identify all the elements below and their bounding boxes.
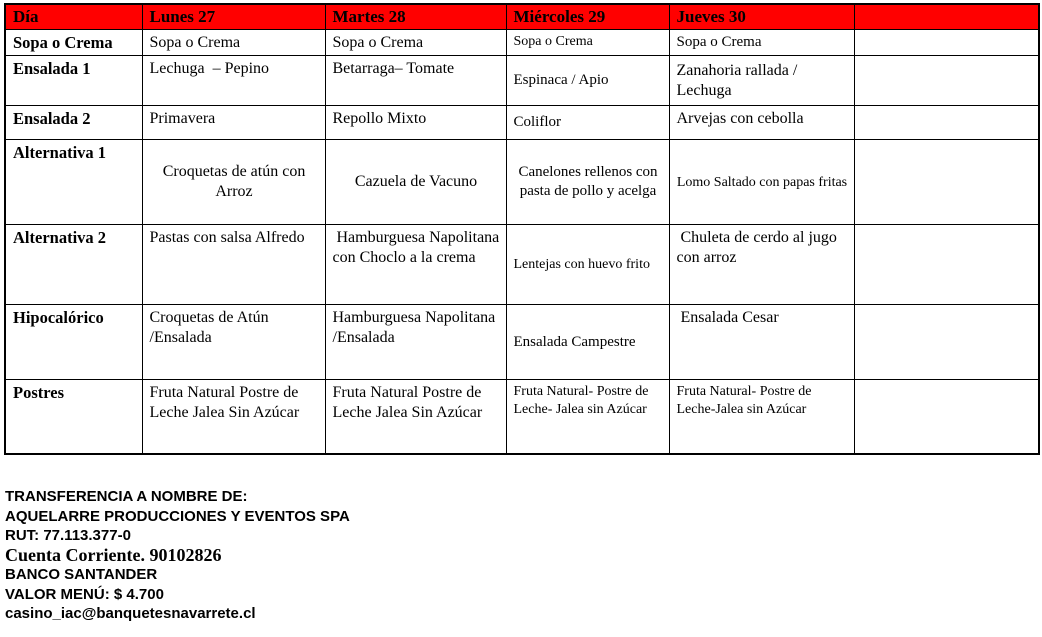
bank-name: BANCO SANTANDER: [5, 566, 158, 583]
menu-cell: Chuleta de cerdo al jugo con arroz: [669, 224, 854, 304]
table-row-alternative2: [5, 224, 1039, 304]
menu-cell: Fruta Natural- Postre de Leche- Jalea sin Azúcar: [506, 379, 669, 454]
header-row: [5, 4, 1039, 29]
menu-cell: Canelones rellenos con pasta de pollo y acelga: [506, 139, 669, 224]
menu-cell: Croquetas de atún con Arroz: [142, 139, 325, 224]
weekly-menu-table: [4, 3, 1040, 455]
menu-cell: Primavera: [142, 105, 325, 139]
menu-cell: Pastas con salsa Alfredo: [142, 224, 325, 304]
menu-cell: Lechuga – Pepino: [142, 55, 325, 105]
table-row-salad2: [5, 105, 1039, 139]
menu-cell: Fruta Natural Postre de Leche Jalea Sin Azúcar: [325, 379, 506, 454]
menu-cell: Croquetas de Atún /Ensalada: [142, 304, 325, 379]
empty-header: [854, 4, 1039, 29]
menu-cell: Cazuela de Vacuno: [325, 139, 506, 224]
day-column-header: Día: [5, 4, 142, 29]
menu-cell: Hamburguesa Napolitana /Ensalada: [325, 304, 506, 379]
row-label: Hipocalórico: [5, 304, 142, 379]
menu-cell-empty: [854, 139, 1039, 224]
transfer-heading: TRANSFERENCIA A NOMBRE DE:: [5, 488, 248, 505]
menu-cell-empty: [854, 29, 1039, 55]
menu-cell-empty: [854, 105, 1039, 139]
menu-cell: Lentejas con huevo frito: [506, 224, 669, 304]
table-row-alternative1: [5, 139, 1039, 224]
row-label: Alternativa 2: [5, 224, 142, 304]
account-number-line: Cuenta Corriente. 90102826: [5, 544, 222, 565]
row-label: Sopa o Crema: [5, 29, 142, 55]
menu-cell-empty: [854, 224, 1039, 304]
menu-cell: Arvejas con cebolla: [669, 105, 854, 139]
row-label: Ensalada 1: [5, 55, 142, 105]
menu-cell: Sopa o Crema: [669, 29, 854, 55]
row-label: Alternativa 1: [5, 139, 142, 224]
monday-header: Lunes 27: [142, 4, 325, 29]
table-row-salad1: [5, 55, 1039, 105]
menu-cell: Betarraga– Tomate: [325, 55, 506, 105]
menu-cell-empty: [854, 379, 1039, 454]
menu-cell: Repollo Mixto: [325, 105, 506, 139]
menu-cell: Sopa o Crema: [506, 29, 669, 55]
row-label: Postres: [5, 379, 142, 454]
table-row-desserts: [5, 379, 1039, 454]
menu-cell-empty: [854, 304, 1039, 379]
menu-cell: Sopa o Crema: [142, 29, 325, 55]
menu-cell: Fruta Natural Postre de Leche Jalea Sin Azúcar: [142, 379, 325, 454]
payment-info-block: [5, 487, 350, 624]
menu-cell: Hamburguesa Napolitana con Choclo a la crema: [325, 224, 506, 304]
thursday-header: Jueves 30: [669, 4, 854, 29]
table-row-hypocaloric: [5, 304, 1039, 379]
menu-cell: Ensalada Campestre: [506, 304, 669, 379]
wednesday-header: Miércoles 29: [506, 4, 669, 29]
menu-cell: Zanahoria rallada / Lechuga: [669, 55, 854, 105]
menu-cell: Espinaca / Apio: [506, 55, 669, 105]
menu-cell: Lomo Saltado con papas fritas: [669, 139, 854, 224]
rut-line: RUT: 77.113.377-0: [5, 527, 131, 544]
contact-email: casino_iac@banquetesnavarrete.cl: [5, 605, 256, 622]
menu-cell-empty: [854, 55, 1039, 105]
menu-cell: Coliflor: [506, 105, 669, 139]
menu-price-line: VALOR MENÚ: $ 4.700: [5, 585, 164, 603]
menu-cell: Fruta Natural- Postre de Leche-Jalea sin Azúcar: [669, 379, 854, 454]
row-label: Ensalada 2: [5, 105, 142, 139]
table-row-soup: [5, 29, 1039, 55]
menu-cell: Sopa o Crema: [325, 29, 506, 55]
tuesday-header: Martes 28: [325, 4, 506, 29]
menu-cell: Ensalada Cesar: [669, 304, 854, 379]
company-name: AQUELARRE PRODUCCIONES Y EVENTOS SPA: [5, 507, 350, 525]
